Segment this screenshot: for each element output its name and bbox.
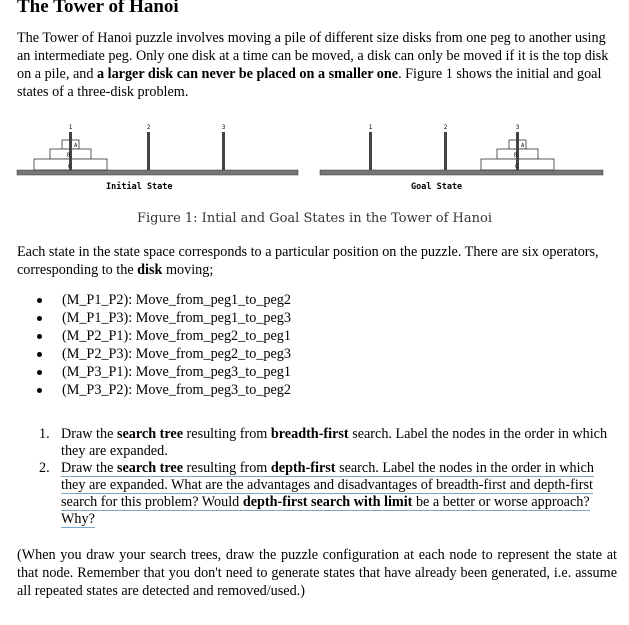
list-item: (M_P3_P2): Move_from_peg3_to_peg2 bbox=[36, 381, 291, 399]
disk-label: C bbox=[515, 164, 519, 170]
initial-state-label: Initial State bbox=[106, 182, 173, 192]
disk-label: B bbox=[514, 152, 518, 159]
peg-number: 1 bbox=[368, 124, 373, 131]
peg-number: 3 bbox=[221, 124, 226, 131]
list-item: (M_P3_P1): Move_from_peg3_to_peg1 bbox=[36, 363, 291, 381]
disk-label: C bbox=[68, 164, 72, 170]
question-2: 2. Draw the search tree resulting from depth-first search. Label the nodes in the order in which they are expanded. What are the advantages and disadvantages of breadth-first and depth-first search for this problem? Would depth-first search with limit be a better or worse approach? Why? bbox=[39, 460, 594, 527]
list-item: (M_P1_P3): Move_from_peg1_to_peg3 bbox=[36, 309, 291, 327]
hanoi-figure bbox=[0, 118, 629, 208]
peg-number: 2 bbox=[443, 124, 448, 131]
question-list bbox=[39, 426, 614, 528]
peg-number: 3 bbox=[515, 124, 520, 131]
peg-number: 2 bbox=[146, 124, 151, 131]
figure-caption: Figure 1: Intial and Goal States in the Tower of Hanoi bbox=[136, 211, 492, 226]
disk-label: A bbox=[74, 143, 78, 149]
initial-state-diagram bbox=[17, 124, 298, 192]
operator-list bbox=[36, 291, 291, 399]
list-item: (M_P1_P2): Move_from_peg1_to_peg2 bbox=[36, 291, 291, 309]
page-title: The Tower of Hanoi bbox=[17, 0, 179, 17]
goal-state-diagram bbox=[320, 124, 603, 192]
intro-paragraph: The Tower of Hanoi puzzle involves moving a pile of different size disks from one peg to another using an intermediate peg. Only one disk at a time can be moved, a disk can only be moved if it is the top disk on a pile, and a larger disk can never be placed on a smaller one. Figure 1 shows the initial and goal states of a three-disk problem. bbox=[17, 30, 609, 100]
peg-number: 1 bbox=[68, 124, 73, 131]
list-item: (M_P2_P3): Move_from_peg2_to_peg3 bbox=[36, 345, 291, 363]
note-paragraph: (When you draw your search trees, draw the puzzle configuration at each node to represent the state at that node. Remember that you don't need to generate states that have already been generated, i.e. assume all repeated states are detected and removed/used.) bbox=[17, 547, 617, 599]
state-space-paragraph: Each state in the state space corresponds to a particular position on the puzzle. There are six operators, corresponding to the disk moving; bbox=[17, 244, 599, 278]
disk-label: B bbox=[67, 152, 71, 159]
question-1: 1. Draw the search tree resulting from breadth-first search. Label the nodes in the order in which they are expanded. bbox=[39, 426, 608, 459]
disk-label: A bbox=[521, 143, 525, 149]
goal-state-label: Goal State bbox=[411, 182, 463, 192]
list-item: (M_P2_P1): Move_from_peg2_to_peg1 bbox=[36, 327, 291, 345]
